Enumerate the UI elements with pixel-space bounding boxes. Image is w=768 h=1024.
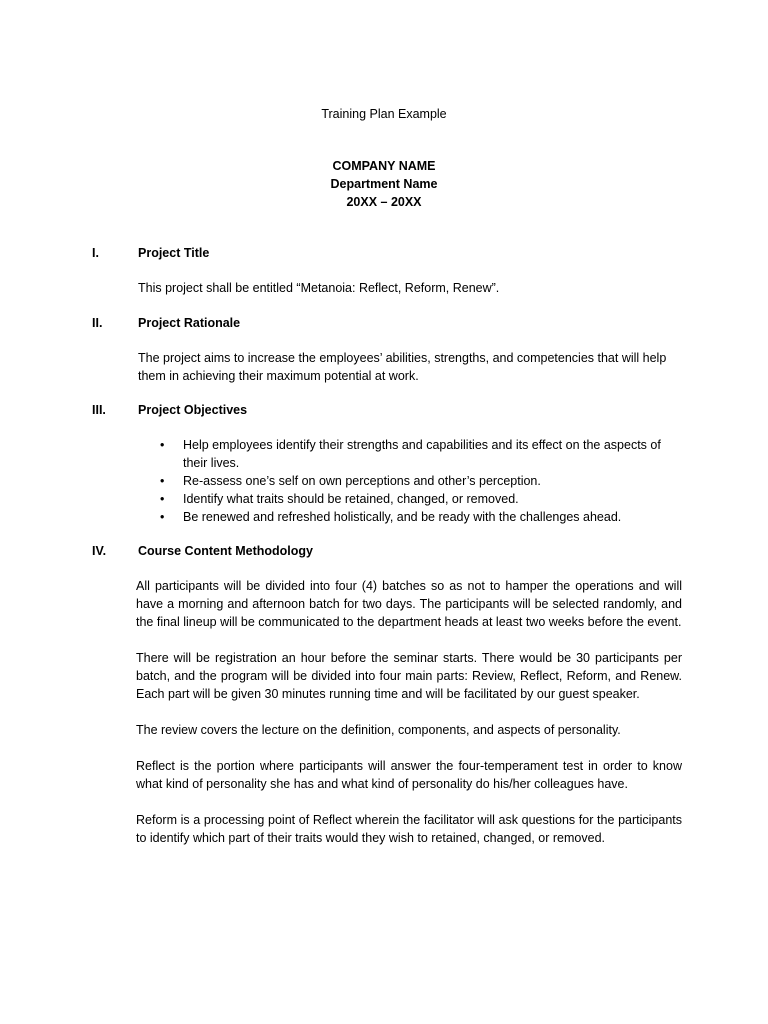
section-label: Course Content Methodology — [138, 544, 313, 558]
section-label: Project Title — [138, 246, 210, 260]
section-number: IV. — [92, 544, 107, 558]
section-number: II. — [92, 316, 103, 330]
list-item — [160, 490, 682, 508]
paragraph: All participants will be divided into four (4) batches so as not to hamper the operations and will have a morning and afternoon batch for two days. The participants will be selected randomly, and the final lineup will be communicated to the department heads at least two weeks before the event. — [136, 579, 682, 629]
section-text: This project shall be entitled “Metanoia: Reflect, Reform, Renew”. — [138, 281, 500, 295]
section-course-content — [92, 542, 682, 847]
section-number: III. — [92, 403, 106, 417]
section-heading — [92, 314, 682, 332]
document-header — [0, 157, 768, 211]
list-item-text: Identify what traits should be retained, changed, or removed. — [183, 492, 519, 506]
bullet-icon: • — [160, 438, 165, 452]
section-heading — [92, 244, 682, 262]
list-item-text: Help employees identify their strengths and capabilities and its effect on the aspects of their lives. — [183, 438, 661, 470]
bullet-icon: • — [160, 474, 165, 488]
bullet-icon: • — [160, 510, 165, 524]
list-item-text: Be renewed and refreshed holistically, and be ready with the challenges ahead. — [183, 510, 622, 524]
objectives-list — [160, 436, 682, 526]
paragraph: There will be registration an hour before the seminar starts. There would be 30 participants per batch, and the program will be divided into four main parts: Review, Reflect, Reform, and Renew. Each part will be given 30 minutes running time and will be facilitated by our guest speaker. — [136, 651, 682, 701]
section-body — [92, 577, 682, 847]
paragraph: Reflect is the portion where participants will answer the four-temperament test in order to know what kind of personality she has and what kind of personality do his/her colleagues have. — [136, 759, 682, 791]
department-name: Department Name — [330, 177, 438, 191]
section-text-line: The project aims to increase the employees’ abilities, strengths, and competencies that will help — [138, 351, 667, 365]
list-item — [160, 472, 682, 490]
section-number: I. — [92, 246, 99, 260]
list-item-text: Re-assess one’s self on own perceptions and other’s perception. — [183, 474, 541, 488]
section-heading — [92, 542, 682, 560]
section-text — [138, 349, 682, 385]
bullet-icon: • — [160, 492, 165, 506]
section-heading — [92, 401, 682, 419]
section-project-title — [92, 244, 682, 297]
section-text-line: them in achieving their maximum potential at work. — [138, 369, 419, 383]
list-item — [160, 436, 682, 472]
section-project-rationale — [92, 314, 682, 385]
year-range: 20XX – 20XX — [346, 195, 422, 209]
company-name: COMPANY NAME — [332, 159, 436, 173]
section-label: Project Rationale — [138, 316, 241, 330]
section-label: Project Objectives — [138, 403, 248, 417]
list-item — [160, 508, 682, 526]
paragraph: The review covers the lecture on the definition, components, and aspects of personality. — [136, 723, 621, 737]
section-project-objectives — [92, 401, 682, 526]
paragraph: Reform is a processing point of Reflect wherein the facilitator will ask questions for the participants to identify which part of their traits would they wish to retained, changed, or removed. — [136, 813, 682, 845]
document-title: Training Plan Example — [321, 107, 447, 121]
